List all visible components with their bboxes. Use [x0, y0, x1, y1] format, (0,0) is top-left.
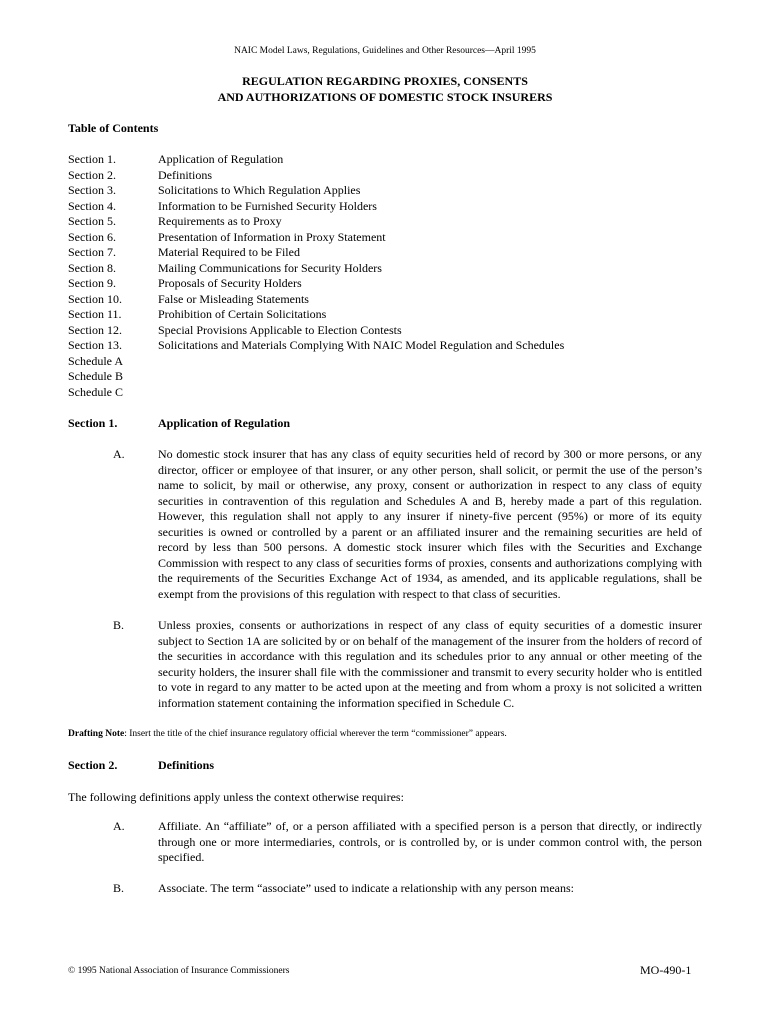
toc-entry — [68, 230, 708, 246]
footer-page-id: MO-490-1 — [640, 963, 692, 977]
paragraph-marker: A. — [113, 447, 125, 461]
section-2-paragraph-a — [68, 819, 702, 866]
toc-entry-number: Section 3. — [68, 183, 116, 197]
paragraph-marker: B. — [113, 618, 125, 632]
toc-entry-title: Presentation of Information in Proxy Statement — [158, 229, 386, 244]
section-2-title: Definitions — [158, 758, 215, 772]
title-line-2: AND AUTHORIZATIONS OF DOMESTIC STOCK INSURERS — [217, 89, 553, 104]
drafting-note-label: Drafting Note — [68, 729, 125, 739]
toc-entry — [68, 385, 708, 401]
toc-entry-number: Section 12. — [68, 322, 122, 337]
toc-entry-number: Section 4. — [68, 198, 116, 213]
toc-entry-title: Mailing Communications for Security Holders — [158, 260, 382, 275]
paragraph-text: Associate. The term “associate” used to indicate a relationship with any person means: — [158, 881, 574, 895]
toc-entry — [68, 199, 708, 215]
section-1-paragraph-b — [68, 618, 702, 711]
paragraph-text: Affiliate. An “affiliate” of, or a person affiliated with a specified person is a person that directly, or indirectly through one or more intermediaries, controls, or is controlled by, or is under common control with, the person specified. — [158, 819, 702, 864]
document-title — [0, 74, 770, 105]
toc-entry-number: Section 5. — [68, 214, 116, 228]
toc-entry — [68, 245, 708, 261]
paragraph-marker: B. — [113, 881, 125, 895]
drafting-note — [68, 729, 708, 739]
toc-entry-title: Solicitations to Which Regulation Applies — [158, 183, 361, 197]
toc-entry — [68, 369, 708, 385]
toc-entry-title: Proposals of Security Holders — [158, 276, 302, 290]
section-2-intro: The following definitions apply unless the context otherwise requires: — [68, 790, 404, 804]
toc-entry-number: Section 11. — [68, 307, 122, 321]
section-2-paragraph-b — [68, 881, 702, 897]
toc-entry-title: Information to be Furnished Security Holders — [158, 198, 377, 213]
toc-entry-number: Section 10. — [68, 291, 122, 306]
paragraph-text: No domestic stock insurer that has any class of equity securities held of record by 300 or more persons, or any director, officer or employee of that insurer, or any other person, shall solicit, or permit the use of the person’s name to solicit, by mail or otherwise, any proxy, consent or authorization in respect to any class of equity securities in contravention of this regulation and Schedules A and B, hereby made a part of this regulation. However, this regulation shall not apply to any insurer if ninety-five percent (95%) or more of its equity securities is owned or controlled by a parent or an affiliated insurer and the remaining securities are held of record by less than 500 persons. A domestic stock insurer which files with the Securities and Exchange Commission with respect to any class of securities forms of proxies, consents and authorizations complying with the requirements of the Securities Exchange Act of 1934, as amended, and its applicable regulations, shall be exempt from the provisions of this regulation with respect to that class of securities. — [158, 447, 702, 601]
section-2-heading — [68, 758, 214, 773]
toc-entry — [68, 292, 708, 308]
footer-copyright: © 1995 National Association of Insurance Commissioners — [68, 966, 290, 976]
paragraph-text: Unless proxies, consents or authorizations in respect of any class of equity securities of a domestic insurer subject to Section 1A are solicited by or on behalf of the management of the insurer from the holders of record of the securities in accordance with this regulation and its schedules prior to any annual or other meeting of the security holders, the insurer shall file with the commissioner and transmit to every security holder who is entitled to vote in regard to any matter to be acted upon at the meeting and from whom a proxy is not solicited a written information statement containing the information specified in Schedule C. — [158, 618, 702, 710]
toc-entry-number: Schedule A — [68, 353, 123, 368]
paragraph-marker: A. — [113, 819, 125, 833]
section-1-paragraph-a — [68, 447, 702, 602]
section-1-heading — [68, 416, 290, 431]
toc-entry — [68, 152, 708, 168]
toc-entry-number: Section 9. — [68, 276, 116, 290]
toc-entry-title: Material Required to be Filed — [158, 245, 300, 259]
toc-entry — [68, 323, 708, 339]
toc-entry — [68, 338, 708, 354]
toc-entry — [68, 354, 708, 370]
toc-entry-number: Section 8. — [68, 260, 116, 275]
toc-entry-number: Section 1. — [68, 152, 116, 166]
toc-entry-number: Section 7. — [68, 245, 116, 259]
toc-entry-title: Requirements as to Proxy — [158, 214, 282, 228]
toc-entry-number: Schedule B — [68, 369, 123, 383]
toc-entry-title: False or Misleading Statements — [158, 291, 309, 306]
drafting-note-text: : Insert the title of the chief insurance regulatory official wherever the term “commissioner” appears. — [124, 729, 507, 739]
toc-entry — [68, 261, 708, 277]
toc-entry — [68, 183, 708, 199]
toc-entry — [68, 168, 708, 184]
running-header: NAIC Model Laws, Regulations, Guidelines and Other Resources—April 1995 — [234, 46, 536, 56]
toc-entry-title: Solicitations and Materials Complying With NAIC Model Regulation and Schedules — [158, 338, 565, 352]
toc-entry — [68, 307, 708, 323]
toc-entry-title: Definitions — [158, 167, 212, 182]
section-1-title: Application of Regulation — [158, 416, 291, 430]
title-line-1: REGULATION REGARDING PROXIES, CONSENTS — [242, 74, 528, 88]
section-2-number: Section 2. — [68, 758, 118, 772]
toc-entry-number: Schedule C — [68, 384, 123, 399]
table-of-contents — [68, 152, 708, 400]
section-1-number: Section 1. — [68, 416, 118, 430]
toc-entry-number: Section 6. — [68, 229, 116, 244]
toc-entry-title: Application of Regulation — [158, 152, 284, 166]
toc-entry — [68, 214, 708, 230]
toc-entry-number: Section 2. — [68, 167, 116, 182]
toc-entry — [68, 276, 708, 292]
toc-entry-number: Section 13. — [68, 338, 122, 352]
toc-entry-title: Special Provisions Applicable to Election Contests — [158, 322, 402, 337]
toc-heading: Table of Contents — [68, 121, 159, 135]
toc-entry-title: Prohibition of Certain Solicitations — [158, 307, 327, 321]
